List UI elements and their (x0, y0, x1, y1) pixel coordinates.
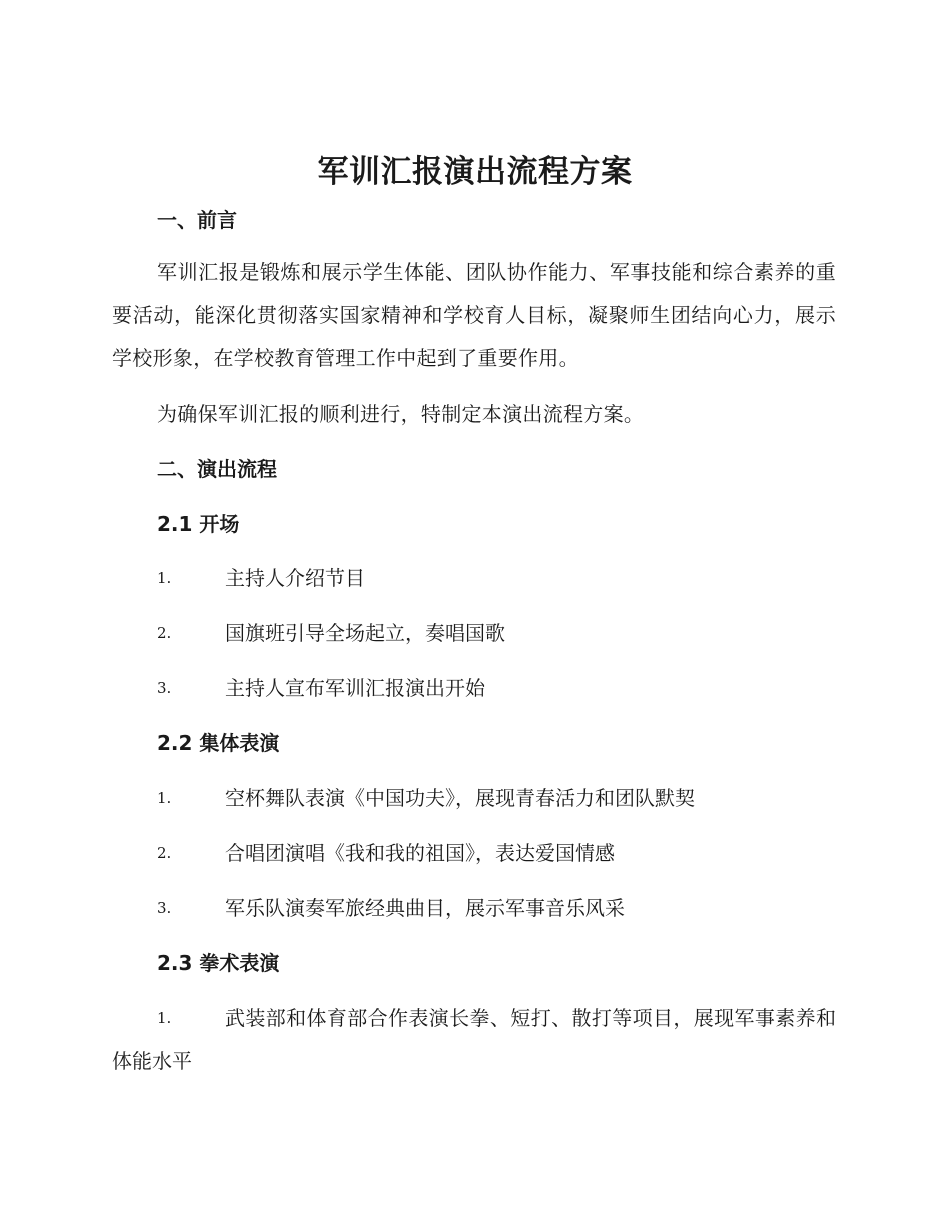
document-title: 军训汇报演出流程方案 (317, 154, 633, 190)
list-item-text: 武装部和体育部合作表演长拳、短打、散打等项目，展现军事素养和体能水平 (112, 1006, 836, 1073)
preface-paragraph: 为确保军训汇报的顺利进行，特制定本演出流程方案。 (157, 402, 645, 426)
list-item (112, 667, 836, 710)
subsection-heading-opening: 2.1 开场 (157, 512, 240, 536)
list-item-text: 合唱团演唱《我和我的祖国》，表达爱国情感 (225, 841, 615, 865)
section-heading-preface: 一、前言 (157, 208, 237, 232)
list-item (112, 557, 836, 600)
list-item (112, 887, 836, 930)
list-item-text: 国旗班引导全场起立，奏唱国歌 (225, 621, 505, 645)
section-heading-program-flow: 二、演出流程 (157, 457, 277, 481)
list-item-number: 2. (157, 844, 172, 862)
list-item-number: 1. (157, 569, 172, 587)
list-item-text: 军乐队演奏军旅经典曲目，展示军事音乐风采 (225, 896, 625, 920)
list-item-text: 空杯舞队表演《中国功夫》，展现青春活力和团队默契 (225, 786, 695, 810)
list-item-number: 3. (157, 679, 172, 697)
subsection-heading-martial-arts: 2.3 拳术表演 (157, 951, 280, 975)
subsection-heading-group-performance: 2.2 集体表演 (157, 731, 280, 755)
list-item-number: 3. (157, 899, 172, 917)
list-item-text: 主持人宣布军训汇报演出开始 (225, 676, 485, 700)
list-item-number: 1. (157, 1009, 172, 1027)
list-item (112, 777, 836, 820)
list-item (112, 832, 836, 875)
list-item-number: 2. (157, 624, 172, 642)
list-item-number: 1. (157, 789, 172, 807)
preface-paragraph: 军训汇报是锻炼和展示学生体能、团队协作能力、军事技能和综合素养的重要活动，能深化贯彻落实国家精神和学校育人目标，凝聚师生团结向心力，展示学校形象，在学校教育管理工作中起到了重要作用。 (112, 260, 836, 370)
list-item (112, 612, 836, 655)
list-item (112, 997, 836, 1083)
list-item-text: 主持人介绍节目 (225, 566, 365, 590)
